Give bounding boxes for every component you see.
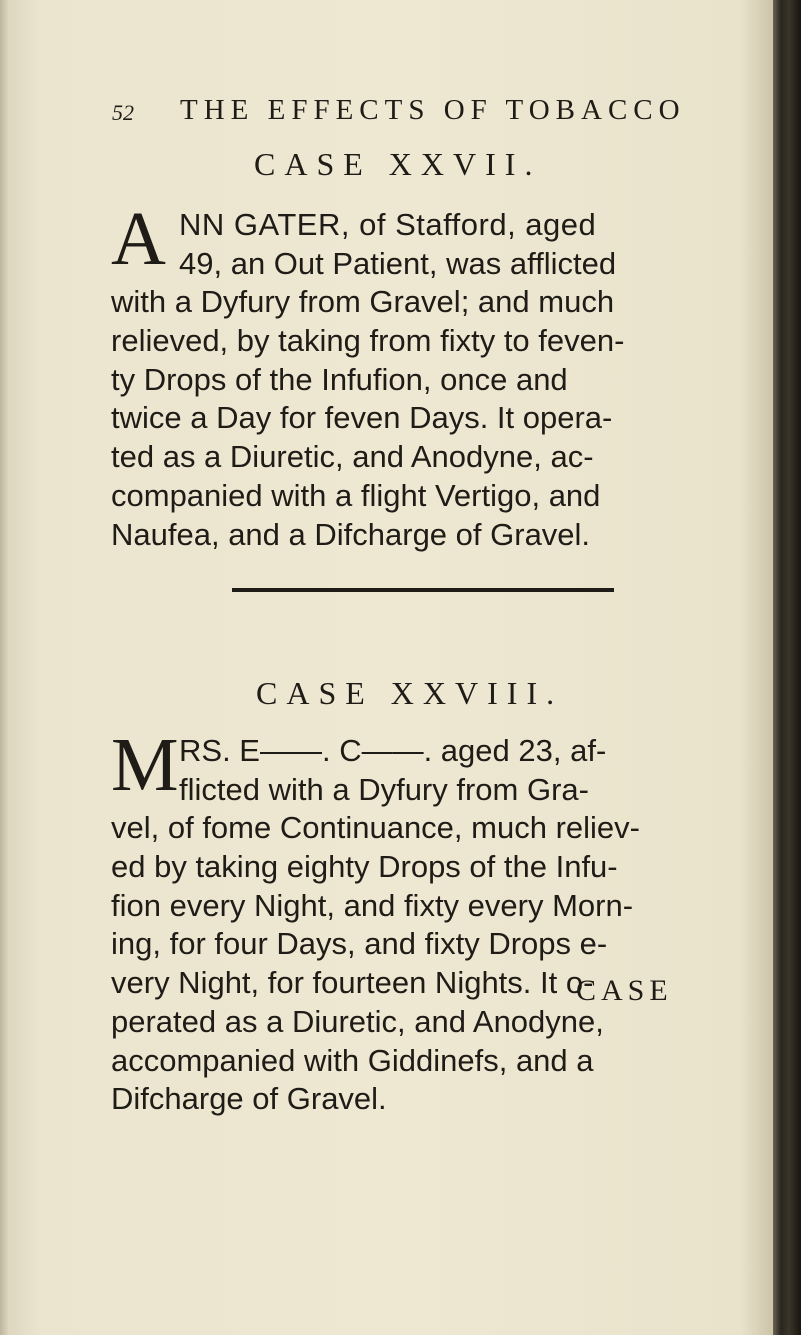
catchword: CASE [576, 974, 673, 1007]
text-line: with a Dyfury from Gravel; and much [111, 284, 615, 320]
running-title: THE EFFECTS OF TOBACCO [180, 94, 686, 126]
text-line: NN GATER, of Stafford, aged [179, 207, 597, 242]
case-28-paragraph [111, 723, 715, 1119]
text-line: ed by taking eighty Drops of the Infu- [111, 849, 618, 885]
case-27-heading: CASE XXVII. [254, 146, 542, 182]
text-line: ted as a Diuretic, and Anodyne, ac- [111, 439, 594, 475]
text-line: very Night, for fourteen Nights. It o- [111, 965, 594, 1001]
section-divider-rule [232, 588, 614, 592]
running-head [112, 94, 686, 134]
page-number: 52 [112, 100, 134, 125]
text-line: flicted with a Dyfury from Gra- [179, 771, 589, 807]
text-line: Naufea, and a Difcharge of Gravel. [111, 516, 591, 552]
book-binding-edge [773, 0, 801, 1335]
drop-cap: M [111, 723, 179, 807]
text-line: ing, for four Days, and fixty Drops e- [111, 926, 608, 962]
text-line: relieved, by taking from fixty to feven- [111, 323, 625, 359]
drop-cap: A [111, 197, 166, 281]
text-line: RS. E——. C——. aged 23, af- [179, 733, 607, 768]
text-line: twice a Day for feven Days. It opera- [111, 400, 613, 436]
case-27-paragraph [111, 197, 715, 554]
text-line: 49, an Out Patient, was afflicted [179, 245, 617, 281]
text-line: fion every Night, and fixty every Morn- [111, 887, 634, 923]
case-28-heading: CASE XXVIII. [256, 675, 564, 711]
text-line: ty Drops of the Infufion, once and [111, 361, 568, 397]
text-line: Difcharge of Gravel. [111, 1081, 387, 1117]
text-line: perated as a Diuretic, and Anodyne, [111, 1003, 604, 1039]
text-line: accompanied with Giddinefs, and a [111, 1042, 594, 1078]
page-left-edge [0, 0, 10, 1335]
text-line: companied with a flight Vertigo, and [111, 477, 601, 513]
text-line: vel, of fome Continuance, much reliev- [111, 810, 640, 846]
